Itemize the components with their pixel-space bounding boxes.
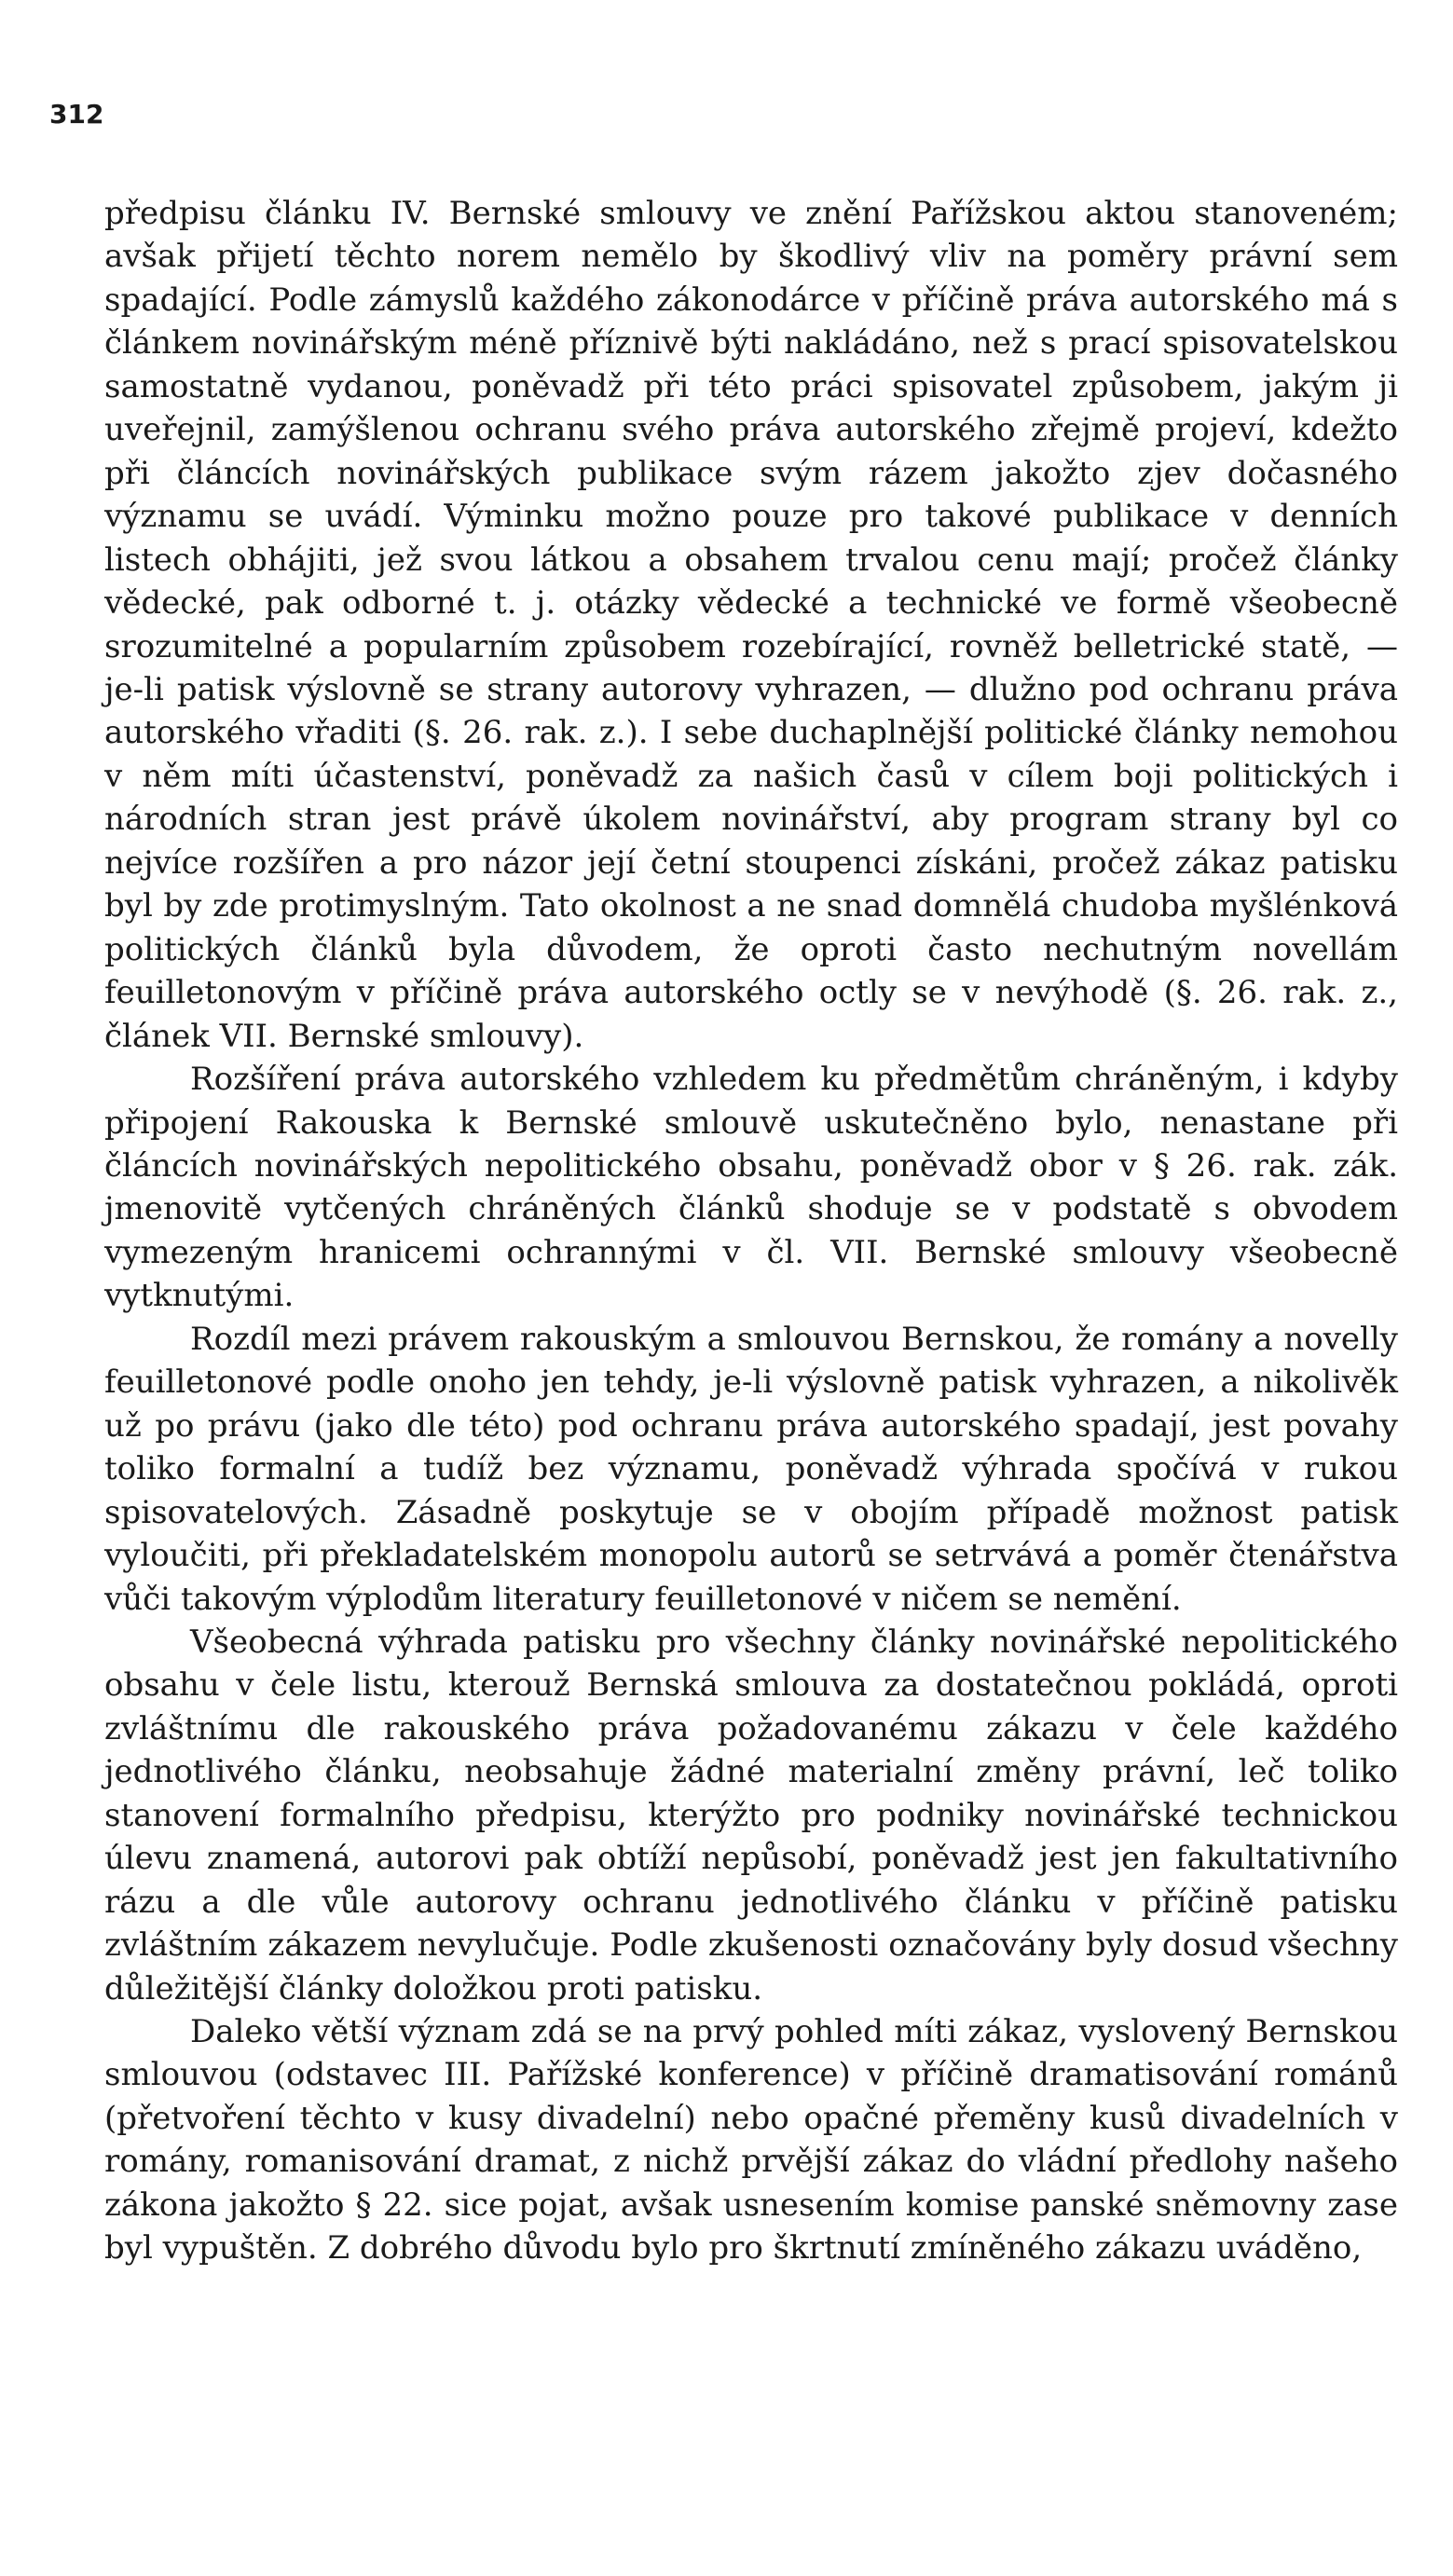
body-text <box>104 192 1398 2270</box>
paragraph-3: Rozdíl mezi právem rakouským a smlouvou Bernskou, že romány a novelly feuilletonové podle onoho jen tehdy, je-li výslovně patisk vyhrazen, a nikolivěk už po právu (jako dle této) pod ochranu práva autorského spadají, jest povahy toliko formalní a tudíž bez významu, poněvadž výhrada spočívá v rukou spisovatelových. Zásadně poskytuje se v obojím případě možnost patisk vyloučiti, při překladatelském monopolu autorů se setrvává a poměr čtenářstva vůči takovým výplodům literatury feuilletonové v ničem se nemění. <box>104 1320 1398 1618</box>
paragraph-4: Všeobecná výhrada patisku pro všechny články novinářské nepolitického obsahu v čele listu, kterouž Bernská smlouva za dostatečnou pokládá, oproti zvláštnímu dle rakouského práva požadovanému zákazu v čele každého jednotlivého článku, neobsahuje žádné materialní změny právní, leč toliko stanovení formalního předpisu, kterýžto pro podniky novinářské technickou úlevu znamená, autorovi pak obtíží nepůsobí, poněvadž jest jen fakultativního rázu a dle vůle autorovy ochranu jednotlivého článku v příčině patisku zvláštním zákazem nevylučuje. Podle zkušenosti označovány byly dosud všechny důležitější články doložkou proti patisku. <box>104 1623 1398 2007</box>
paragraph-2: Rozšíření práva autorského vzhledem ku předmětům chráněným, i kdyby připojení Rakouska k Bernské smlouvě uskutečněno bylo, nenastane při článcích novinářských nepolitického obsahu, poněvadž obor v § 26. rak. zák. jmenovitě vytčených chráněných článků shoduje se v podstatě s obvodem vymezeným hranicemi ochrannými v čl. VII. Bernské smlouvy všeobecně vytknutými. <box>104 1061 1398 1315</box>
page-number: 312 <box>49 99 104 130</box>
paragraph-5: Daleko větší význam zdá se na prvý pohled míti zákaz, vyslovený Bernskou smlouvou (odstavec III. Pařížské konference) v příčině dramatisování románů (přetvoření těchto v kusy divadelní) nebo opačné přeměny kusů divadelních v romány, romanisování dramat, z nichž prvější zákaz do vládní předlohy našeho zákona jakožto § 22. sice pojat, avšak usnesením komise panské sněmovny zase byl vypuštěn. Z dobrého důvodu bylo pro škrtnutí zmíněného zákazu uváděno, <box>104 2013 1398 2268</box>
paragraph-1: předpisu článku IV. Bernské smlouvy ve znění Pařížskou aktou stanoveném; avšak přijetí těchto norem nemělo by škodlivý vliv na poměry právní sem spadající. Podle zámyslů každého zákonodárce v příčině práva autorského má s článkem novinářským méně příznivě býti nakládáno, než s prací spisovatelskou samostatně vydanou, poněvadž při této práci spisovatel způsobem, jakým ji uveřejnil, zamýšlenou ochranu svého práva autorského zřejmě projeví, kdežto při článcích novinářských publikace svým rázem jakožto zjev dočasného významu se uvádí. Výminku možno pouze pro takové publikace v denních listech obhájiti, jež svou látkou a obsahem trvalou cenu mají; pročež články vědecké, pak odborné t. j. otázky vědecké a technické ve formě všeobecně srozumitelné a popularním způsobem rozebírající, rovněž belletrické statě, — je-li patisk výslovně se strany autorovy vyhrazen, — dlužno pod ochranu práva autorského vřaditi (§. 26. rak. z.). I sebe duchaplnější politické články nemohou v něm míti účastenství, poněvadž za našich časů v cílem boji politických i národních stran jest právě úkolem novinářství, aby program strany byl co nejvíce rozšířen a pro názor její četní stoupenci získáni, pročež zákaz patisku byl by zde protimyslným. Tato okolnost a ne snad domnělá chudoba myšlénková politických článků byla důvodem, že oproti často nechutným novellám feuilletonovým v příčině práva autorského octly se v nevýhodě (§. 26. rak. z., článek VII. Bernské smlouvy). <box>104 195 1398 1055</box>
